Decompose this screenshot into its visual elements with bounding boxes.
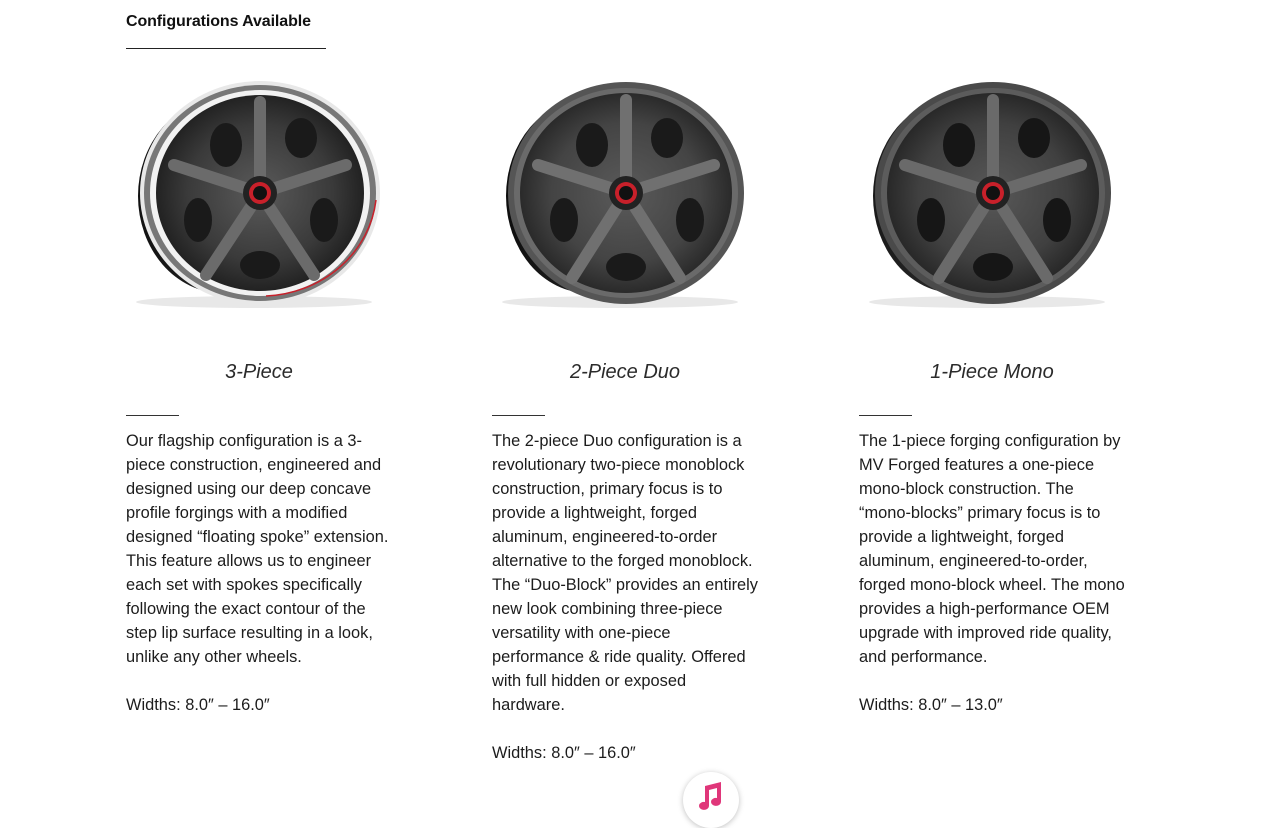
config-widths: Widths: 8.0″ – 13.0″ bbox=[859, 696, 1003, 714]
config-description: The 2-piece Duo configuration is a revolutionary two-piece monoblock construction, primary focus is to provide a lightweight, forged aluminum, engineered-to-order alternative to the forged monoblock. The “Duo-Block” provides an entirely new look combining three-piece versatility with one-piece performance & ride quality. Offered with full hidden or exposed hardware. bbox=[492, 432, 759, 714]
section-title: Configurations Available bbox=[126, 13, 311, 30]
music-note-icon bbox=[683, 772, 739, 828]
config-description: Our flagship configuration is a 3-piece construction, engineered and designed using our deep concave profile forgings with a modified designed “floating spoke” extension. This feature allows us to engineer each set with spokes specifically following the exact contour of the step lip surface resulting in a look, unlike any other wheels. bbox=[126, 432, 389, 666]
config-name: 2-Piece Duo bbox=[569, 361, 681, 383]
config-card-1-piece-mono bbox=[859, 70, 1129, 714]
section-title-underline bbox=[126, 48, 326, 49]
config-description-block bbox=[492, 429, 760, 765]
config-divider bbox=[126, 415, 179, 416]
config-card-2-piece-duo bbox=[492, 70, 762, 762]
config-card-3-piece bbox=[126, 70, 396, 714]
wheel-2-piece-image[interactable] bbox=[492, 70, 758, 320]
config-widths: Widths: 8.0″ – 16.0″ bbox=[126, 696, 270, 714]
music-player-button[interactable] bbox=[683, 772, 739, 828]
config-name: 1-Piece Mono bbox=[930, 361, 1054, 383]
config-name: 3-Piece bbox=[225, 361, 293, 383]
config-divider bbox=[492, 415, 545, 416]
config-divider bbox=[859, 415, 912, 416]
config-description: The 1-piece forging configuration by MV Forged features a one-piece mono-block construction. The “mono-blocks” primary focus is to provide a lightweight, forged aluminum, engineered-to-order, forged mono-block wheel. The mono provides a high-performance OEM upgrade with improved ride quality, and performance. bbox=[859, 432, 1125, 666]
wheel-1-piece-image[interactable] bbox=[859, 70, 1125, 320]
wheel-3-piece-image[interactable] bbox=[126, 70, 392, 320]
config-description-block bbox=[126, 429, 394, 717]
config-widths: Widths: 8.0″ – 16.0″ bbox=[492, 744, 636, 762]
config-description-block bbox=[859, 429, 1127, 717]
